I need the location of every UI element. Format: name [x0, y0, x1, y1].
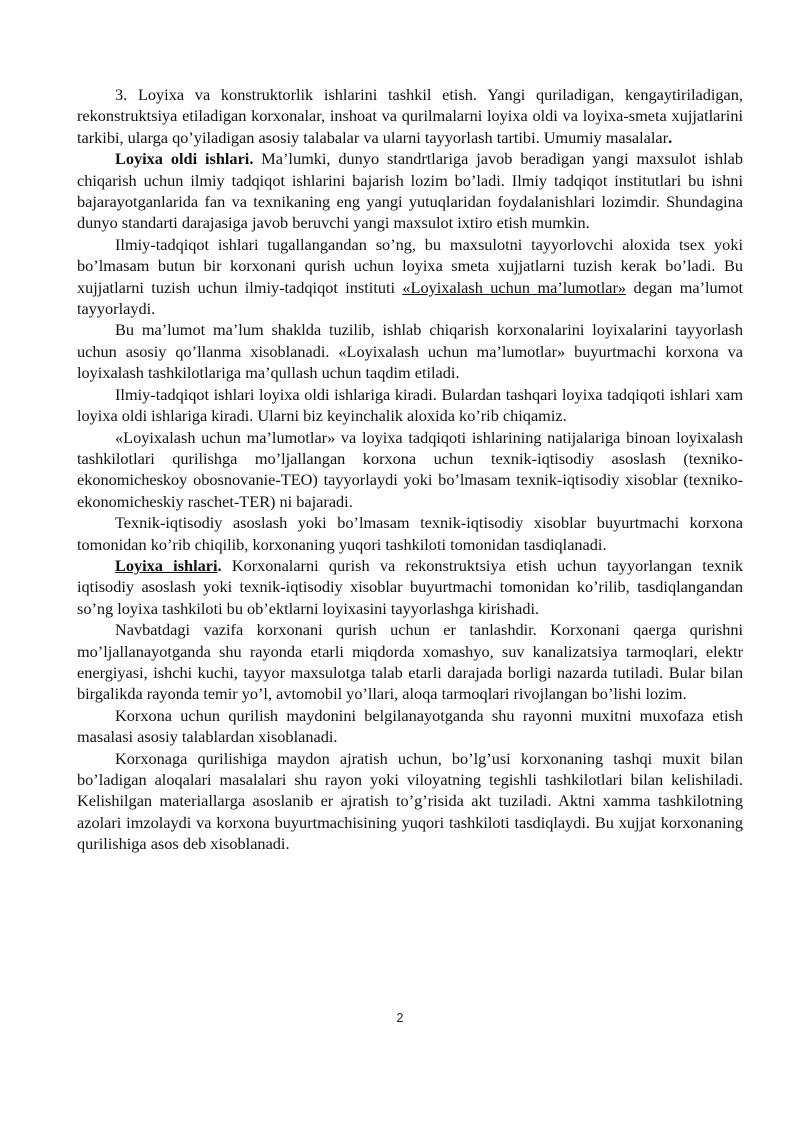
paragraph-text: Ilmiy-tadqiqot ishlari tugallangandan so’ng, bu maxsulotni tayyorlovchi aloxida tsex yoki bo’lmasam butun bir korxonani qurish uchun loyixa smeta xujjatlarni tuzish kerak bo’ladi. Bu xujjatlarni tuzish uchun ilmiy-tadqiqot instituti: [77, 234, 743, 297]
paragraph-text: Korxonalarni qurish va rekonstruktsiya etish uchun tayyorlangan texnik iqtisodiy asoslash yoki texnik-iqtisodiy xisoblar buyurtmachi tomonidan ko’rilib, tasdiqlangandan so’ng loyixa tashkiloti bu ob’ektlarni loyixasini tayyorlashga kirishadi.: [77, 555, 743, 618]
paragraph-research-scope: [77, 384, 743, 427]
subheading-preliminary-work: Loyixa oldi ishlari.: [115, 149, 254, 169]
paragraph-preliminary-work: [77, 148, 743, 234]
subheading-design-work: Loyixa ishlari: [115, 555, 218, 575]
paragraph-text: «Loyixalash uchun ma’lumotlar» va loyixa tadqiqoti ishlarining natijalariga binoan loyixalash tashkilotlari qurilishga mo’ljallangan korxona uchun texnik-iqtisodiy asoslash (texniko-ekonomicheskoy obosnovanie-TEO) tayyorlaydi yoki bo’lmasam texnik-iqtisodiy xisoblar (texniko-ekonomicheskiy raschet-TER) ni bajaradi.: [77, 427, 743, 511]
paragraph-design-work: [77, 555, 743, 619]
paragraph-text-tail: degan ma’lumot tayyorlaydi.: [77, 277, 744, 319]
paragraph-text: Navbatdagi vazifa korxonani qurish uchun er tanlashdir. Korxonani qaerga qurishni mo’ljallanayotganda shu rayonda etarli miqdorda xomashyo, suv kanalizatsiya tarmoqlari, elektr energiyasi, ishchi kuchi, tayyor maxsulotga talab etarli darajada borligi nazarda tutiladi. Bular bilan birgalikda rayonda temir yo’l, avtomobil yo’llari, aloqa tarmoqlari rivojlangan bo’lishi lozim.: [77, 620, 743, 704]
paragraph-text: Ilmiy-tadqiqot ishlari loyixa oldi ishlariga kiradi. Bulardan tashqari loyixa tadqiqoti ishlari xam loyixa oldi ishlariga kiradi. Ularni biz keyinchalik aloxida ko’rib chiqamiz.: [77, 384, 743, 426]
paragraph-feasibility: [77, 427, 743, 513]
document-page: [77, 84, 743, 855]
paragraph-research-completion: [77, 234, 743, 320]
heading-period: .: [668, 127, 673, 147]
paragraph-text: Ma’lumki, dunyo standrtlariga javob beradigan yangi maxsulot ishlab chiqarish uchun ilmiy tadqiqot ishlarini bajarish lozim bo’ladi. Ilmiy tadqiqot institutlari bu ishni bajarayotganlarida fan va texnikaning eng yangi yutuqlaridan foydalanishlari lozimdir. Shundagina dunyo standarti darajasiga javob beruvchi yangi maxsulot ixtiro etish mumkin.: [77, 149, 743, 233]
paragraph-approval: [77, 512, 743, 555]
page-number: 2: [396, 1011, 404, 1025]
paragraph-information-form: [77, 319, 743, 383]
paragraph-site-selection: [77, 619, 743, 705]
paragraph-section-heading: [77, 84, 743, 148]
paragraph-text: Korxonaga qurilishiga maydon ajratish uchun, bo’lg’usi korxonaning tashqi muxit bilan bo’ladigan aloqalari masalalari shu rayon yoki viloyatning tegishli tashkilotlari bilan kelishiladi. Kelishilgan materiallarga asoslanib er ajratish to’g’risida akt tuziladi. Aktni xamma tashkilotning azolari imzolaydi va korxona buyurtmachisining yuqori tashkiloti tasdiqlaydi. Bu xujjat korxonaning qurilishiga asos deb xisoblanadi.: [77, 748, 743, 854]
paragraph-text: Korxona uchun qurilish maydonini belgilanayotganda shu rayonni muxitni muxofaza etish masalasi asosiy talablardan xisoblanadi.: [77, 705, 743, 747]
paragraph-text: Texnik-iqtisodiy asoslash yoki bo’lmasam texnik-iqtisodiy xisoblar buyurtmachi korxona tomonidan ko’rib chiqilib, korxonaning yuqori tashkiloti tomonidan tasdiqlanadi.: [77, 513, 743, 554]
underlined-term: «Loyixalash uchun ma’lumotlar»: [402, 277, 627, 297]
paragraph-environment: [77, 705, 743, 748]
paragraph-text: 3. Loyixa va konstruktorlik ishlarini tashkil etish. Yangi quriladigan, kengaytiriladigan, rekonstruktsiya etiladigan korxonalar, inshoat va qurilmalarni loyixa oldi va loyixa-smeta xujjatlarini tarkibi, ularga qo’yiladigan asosiy talabalar va ularni tayyorlash tartibi. Umumiy masalalar: [77, 85, 743, 147]
subheading-period: .: [217, 555, 222, 575]
paragraph-text: Bu ma’lumot ma’lum shaklda tuzilib, ishlab chiqarish korxonalarini loyixalarini tayyorlash uchun asosiy qo’llanma xisoblanadi. «Loyixalash uchun ma’lumotlar» buyurtmachi korxona va loyixalash tashkilotlariga ma’qullash uchun taqdim etiladi.: [77, 320, 743, 383]
paragraph-land-allocation: [77, 748, 743, 855]
